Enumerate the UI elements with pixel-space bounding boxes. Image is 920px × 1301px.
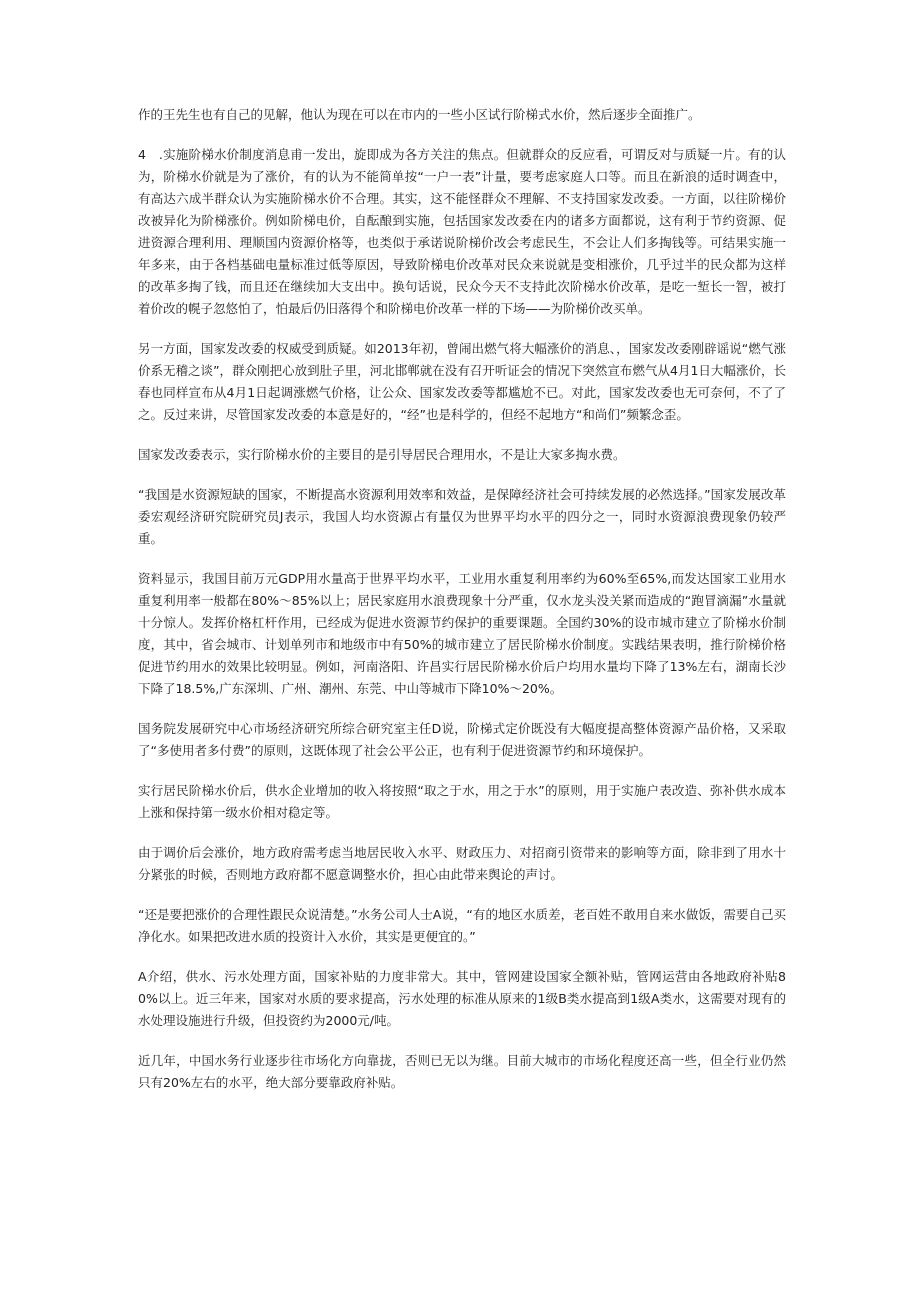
paragraph: 资料显示，我国目前万元GDP用水量高于世界平均水平，工业用水重复利用率约为60%至65%,而发达国家工业用水重复利用率一般都在80%～85%以上；居民家庭用水浪费现象十分严重，仅水龙头没关紧而造成的“跑冒滴漏”水量就十分惊人。发挥价格杠杆作用，已经成为促进水资源节约保护的重要课题。全国约30%的设市城市建立了阶梯水价制度，其中，省会城市、计划单列市和地级市中有50%的城市建立了居民阶梯水价制度。实践结果表明，推行阶梯价格促进节约用水的效果比较明显。例如，河南洛阳、许昌实行居民阶梯水价后户均用水量均下降了13%左右，湖南长沙下降了18.5%,广东深圳、广州、潮州、东莞、中山等城市下降10%～20%。	[138, 571, 786, 696]
paragraph: 实行居民阶梯水价后，供水企业增加的收入将按照“取之于水，用之于水”的原则，用于实施户表改造、弥补供水成本上涨和保持第一级水价相对稳定等。	[138, 783, 786, 820]
paragraph: 作的王先生也有自己的见解，他认为现在可以在市内的一些小区试行阶梯式水价，然后逐步全面推广。	[138, 107, 701, 122]
paragraph: 由于调价后会涨价，地方政府需考虑当地居民收入水平、财政压力、对招商引资带来的影响等方面，除非到了用水十分紧张的时候，否则地方政府都不愿意调整水价，担心由此带来舆论的声讨。	[138, 845, 786, 882]
paragraph: 国家发改委表示，实行阶梯水价的主要目的是引导居民合理用水，不是让大家多掏水费。	[138, 447, 626, 462]
paragraph: 4 .实施阶梯水价制度消息甫一发出，旋即成为各方关注的焦点。但就群众的反应看，可谓反对与质疑一片。有的认为，阶梯水价就是为了涨价，有的认为不能简单按“一户一表”计量，要考虑家庭人口等。而且在新浪的适时调查中，有高达六成半群众认为实施阶梯水价不合理。其实，这不能怪群众不理解、不支持国家发改委。一方面，以往阶梯价改被异化为阶梯涨价。例如阶梯电价，自酝酿到实施，包括国家发改委在内的诸多方面都说，这有利于节约资源、促进资源合理利用、理顺国内资源价格等，也类似于承诺说阶梯价改会考虑民生，不会让人们多掏钱等。可结果实施一年多来，由于各档基础电量标准过低等原因，导致阶梯电价改革对民众来说就是变相涨价，几乎过半的民众都为这样的改革多掏了钱，而且还在继续加大支出中。换句话说，民众今天不支持此次阶梯水价改革，是吃一堑长一智，被打着价改的幌子忽悠怕了，怕最后仍旧落得个和阶梯电价改革一样的下场——为阶梯价改买单。	[138, 147, 786, 316]
paragraph: 近几年，中国水务行业逐步往市场化方向靠拢，否则已无以为继。目前大城市的市场化程度还高一些，但全行业仍然只有20%左右的水平，绝大部分要靠政府补贴。	[138, 1053, 786, 1090]
paragraph: 国务院发展研究中心市场经济研究所综合研究室主任D说，阶梯式定价既没有大幅度提高整体资源产品价格，又采取了“多使用者多付费”的原则，这既体现了社会公平公正，也有利于促进资源节约和环境保护。	[138, 721, 786, 758]
paragraph: A介绍，供水、污水处理方面，国家补贴的力度非常大。其中，管网建设国家全额补贴，管网运营由各地政府补贴80%以上。近三年来，国家对水质的要求提高，污水处理的标准从原来的1级B类水提高到1级A类水，这需要对现有的水处理设施进行升级，但投资约为2000元/吨。	[138, 969, 786, 1028]
document-body	[138, 104, 786, 1112]
paragraph: “我国是水资源短缺的国家，不断提高水资源利用效率和效益，是保障经济社会可持续发展的必然选择。”国家发展改革委宏观经济研究院研究员J表示，我国人均水资源占有量仅为世界平均水平的四分之一，同时水资源浪费现象仍较严重。	[138, 487, 786, 546]
paragraph: “还是要把涨价的合理性跟民众说清楚。”水务公司人士A说，“有的地区水质差，老百姓不敢用自来水做饭，需要自己买净化水。如果把改进水质的投资计入水价，其实是更便宜的。”	[138, 907, 786, 944]
paragraph: 另一方面，国家发改委的权威受到质疑。如2013年初，曾闹出燃气将大幅涨价的消息、，国家发改委刚辟谣说“燃气涨价系无稽之谈”，群众刚把心放到肚子里，河北邯郸就在没有召开听证会的情况下突然宣布燃气从4月1日大幅涨价，长春也同样宣布从4月1日起调涨燃气价格，让公众、国家发改委等都尴尬不已。对此，国家发改委也无可奈何，不了了之。反过来讲，尽管国家发改委的本意是好的，“经”也是科学的，但经不起地方“和尚们”频繁念歪。	[138, 341, 786, 422]
